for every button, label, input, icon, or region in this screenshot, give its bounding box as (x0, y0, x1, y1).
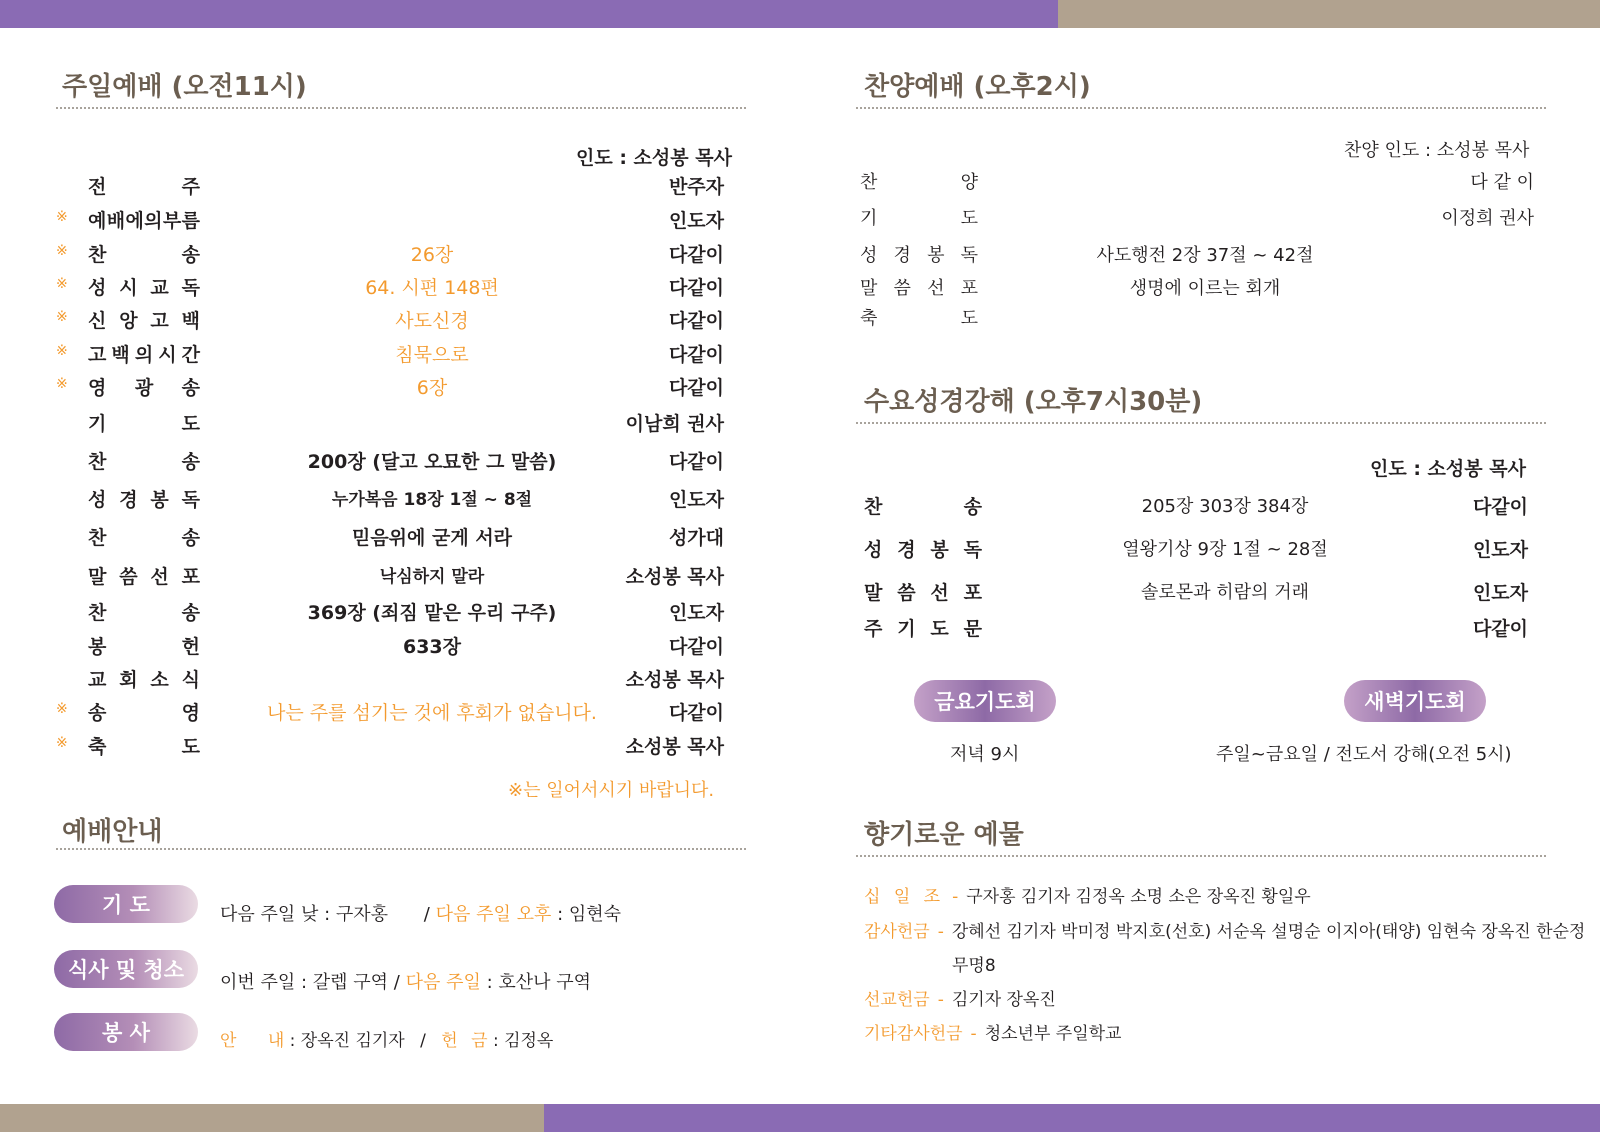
label-char: 도 (960, 308, 978, 329)
meal-badge: 식사 및 청소 (54, 950, 198, 988)
praise-content: 사도행전 2장 37절 ~ 42절 (1096, 245, 1314, 266)
service-sep: / (420, 1031, 426, 1051)
praise-person: 이정희 권사 (1441, 208, 1534, 229)
dawn-prayer-time: 주일~금요일 / 전도서 강해(오전 5시) (1216, 744, 1512, 765)
label-char: 봉 (150, 489, 169, 511)
offering-sep: - (952, 887, 959, 907)
label-char: 찬 (88, 527, 107, 549)
offering-row (952, 951, 996, 976)
order-label (88, 732, 200, 759)
label-char: 송 (181, 602, 200, 624)
dawn-prayer-badge: 새벽기도회 (1344, 680, 1486, 722)
order-label (88, 340, 200, 367)
order-content: 낙심하지 말라 (379, 567, 485, 587)
label-char: 시 (119, 277, 138, 299)
order-label (88, 523, 200, 550)
stand-mark: ※ (56, 343, 68, 359)
order-person: 다같이 (668, 310, 724, 332)
praise-person: 다 같 이 (1470, 172, 1534, 193)
label-char: 광 (134, 377, 154, 399)
top-bar-purple (0, 0, 1058, 28)
bottom-bar-purple (544, 1104, 1600, 1132)
order-content: 침묵으로 (395, 344, 469, 366)
offering-sep: - (937, 922, 944, 942)
label-char: 도 (960, 208, 978, 229)
wednesday-leader: 인도 : 소성봉 목사 (1370, 458, 1526, 480)
label-char: 기 (897, 618, 916, 640)
label-char: 고 (150, 310, 169, 332)
order-label (88, 273, 200, 300)
order-person: 소성봉 목사 (625, 669, 724, 691)
offering-usher-value: : 김정옥 (492, 1031, 554, 1051)
usher-label: 안 내 (220, 1031, 285, 1051)
order-person: 소성봉 목사 (625, 566, 724, 588)
label-char: 찬 (88, 451, 107, 473)
praise-leader: 찬양 인도 : 소성봉 목사 (1344, 140, 1530, 161)
label-char: 선 (930, 582, 949, 604)
label-char: 봉 (88, 636, 107, 658)
offering-row (864, 917, 1585, 942)
order-person: 성가대 (668, 527, 724, 549)
friday-prayer-time: 저녁 9시 (950, 744, 1020, 765)
label-char: 씀 (893, 278, 911, 299)
offering-usher-label: 헌 금 (441, 1031, 488, 1051)
order-content: 633장 (402, 636, 461, 658)
order-content: 나는 주를 섬기는 것에 후회가 없습니다. (267, 702, 597, 724)
label-char: 경 (119, 489, 138, 511)
praise-label (860, 274, 978, 300)
label-char: 성 (860, 245, 878, 266)
stand-mark: ※ (56, 276, 68, 292)
label-char: 포 (963, 582, 982, 604)
stand-mark: ※ (56, 735, 68, 751)
label-char: 송 (963, 496, 982, 518)
meal-info (220, 968, 591, 994)
label-char: 헌 (181, 636, 200, 658)
offering-type: 감사헌금 (864, 922, 930, 942)
label-char: 교 (88, 669, 107, 691)
label-char: 성 (88, 277, 107, 299)
meal-next-label: 다음 주일 (405, 972, 481, 993)
label-char: 송 (181, 451, 200, 473)
order-person: 다같이 (668, 244, 724, 266)
stand-mark: ※ (56, 701, 68, 717)
order-label (88, 240, 200, 267)
order-person: 인도자 (668, 489, 724, 511)
label-char: 봉 (930, 539, 949, 561)
friday-prayer-badge: 금요기도회 (914, 680, 1056, 722)
label-char: 부 (162, 210, 182, 232)
praise-label (860, 168, 978, 194)
order-label (88, 665, 200, 692)
label-char: 백 (111, 344, 130, 366)
praise-label (860, 304, 978, 330)
label-char: 선 (927, 278, 945, 299)
order-content: 사도신경 (395, 310, 469, 332)
wed-label (864, 614, 982, 641)
wed-label (864, 535, 982, 562)
guide-title: 예배안내 (62, 817, 163, 847)
label-char: 찬 (88, 244, 107, 266)
label-char: 주 (864, 618, 883, 640)
sunday-leader: 인도 : 소성봉 목사 (576, 147, 732, 169)
bottom-bar-beige (0, 1104, 544, 1132)
wed-person: 인도자 (1472, 582, 1528, 604)
order-person: 다같이 (668, 451, 724, 473)
order-content: 누가복음 18장 1절 ~ 8절 (331, 490, 533, 510)
label-char: 말 (860, 278, 878, 299)
label-char: 경 (893, 245, 911, 266)
label-char: 영 (88, 377, 107, 399)
label-char: 찬 (864, 496, 883, 518)
prayer-sep: / (423, 904, 430, 925)
meal-next-value: : 호산나 구역 (486, 972, 592, 993)
label-char: 송 (181, 527, 200, 549)
stand-note: ※는 일어서시기 바랍니다. (508, 780, 715, 801)
praise-title-rule (856, 107, 1546, 109)
offering-names: 청소년부 주일학교 (984, 1024, 1122, 1044)
top-bar-beige (1058, 0, 1600, 28)
wed-label (864, 492, 982, 519)
wed-label (864, 578, 982, 605)
label-char: 송 (181, 244, 200, 266)
prayer-afternoon-value: : 임현숙 (557, 904, 622, 925)
offering-type: 선교헌금 (864, 990, 930, 1010)
offering-names: 김기자 장옥진 (951, 990, 1056, 1010)
order-label (88, 632, 200, 659)
label-char: 주 (181, 176, 200, 198)
label-char: 에 (125, 210, 144, 232)
label-char: 포 (960, 278, 978, 299)
order-label (88, 306, 200, 333)
label-char: 송 (88, 702, 107, 724)
order-label (88, 172, 200, 199)
label-char: 배 (106, 210, 126, 232)
order-person: 다같이 (668, 344, 724, 366)
label-char: 소 (150, 669, 169, 691)
sunday-title: 주일예배 (오전11시) (62, 72, 307, 102)
offering-title-rule (856, 855, 1546, 857)
order-label (88, 485, 200, 512)
label-char: 예 (88, 210, 107, 232)
label-char: 도 (181, 413, 200, 435)
label-char: 성 (864, 539, 883, 561)
label-char: 봉 (927, 245, 945, 266)
wed-person: 다같이 (1472, 618, 1528, 640)
label-char: 씀 (897, 582, 916, 604)
offering-type: 십 일 조 (864, 887, 945, 907)
label-char: 축 (88, 736, 107, 758)
order-label (88, 447, 200, 474)
order-label (88, 409, 200, 436)
label-char: 신 (88, 310, 107, 332)
meal-this-week: 이번 주일 : 갈렙 구역 (220, 972, 389, 993)
order-person: 소성봉 목사 (625, 736, 724, 758)
offering-row (864, 882, 1311, 907)
label-char: 찬 (860, 172, 878, 193)
order-content: 369장 (죄짐 맡은 우리 구주) (307, 602, 557, 624)
order-label (88, 562, 200, 589)
offering-row (864, 985, 1056, 1010)
stand-mark: ※ (56, 376, 68, 392)
stand-mark: ※ (56, 243, 68, 259)
offering-title: 향기로운 예물 (864, 820, 1024, 850)
label-char: 찬 (88, 602, 107, 624)
stand-mark: ※ (56, 209, 68, 225)
prayer-info (220, 900, 621, 926)
label-char: 독 (181, 489, 200, 511)
sunday-title-rule (56, 107, 746, 109)
wednesday-title-rule (856, 422, 1546, 424)
praise-content: 생명에 이르는 회개 (1129, 278, 1281, 299)
order-person: 인도자 (668, 602, 724, 624)
label-char: 의 (134, 344, 154, 366)
service-badge: 봉 사 (54, 1013, 198, 1051)
prayer-afternoon-label: 다음 주일 오후 (435, 904, 552, 925)
label-char: 앙 (119, 310, 138, 332)
praise-label (860, 241, 978, 267)
label-char: 도 (181, 736, 200, 758)
label-char: 간 (181, 344, 200, 366)
offering-type: 기타감사헌금 (864, 1024, 963, 1044)
order-person: 다같이 (668, 702, 724, 724)
label-char: 도 (930, 618, 949, 640)
label-char: 성 (88, 489, 107, 511)
label-char: 영 (181, 702, 200, 724)
label-char: 름 (181, 210, 200, 232)
order-label (88, 206, 200, 233)
order-person: 다같이 (668, 277, 724, 299)
label-char: 시 (158, 344, 177, 366)
stand-mark: ※ (56, 309, 68, 325)
label-char: 의 (144, 210, 163, 232)
wed-content: 205장 303장 384장 (1141, 496, 1309, 517)
order-label (88, 373, 200, 400)
order-person: 인도자 (668, 210, 724, 232)
label-char: 독 (181, 277, 200, 299)
label-char: 교 (150, 277, 169, 299)
order-content: 200장 (달고 오묘한 그 말씀) (307, 451, 557, 473)
label-char: 씀 (119, 566, 138, 588)
offering-sep: - (970, 1024, 977, 1044)
label-char: 선 (150, 566, 169, 588)
offering-sep: - (937, 990, 944, 1010)
label-char: 전 (88, 176, 107, 198)
label-char: 경 (897, 539, 916, 561)
label-char: 양 (960, 172, 978, 193)
label-char: 기 (88, 413, 107, 435)
label-char: 말 (88, 566, 107, 588)
label-char: 축 (860, 308, 878, 329)
order-label (88, 698, 200, 725)
label-char: 말 (864, 582, 883, 604)
label-char: 기 (860, 208, 878, 229)
order-person: 다같이 (668, 377, 724, 399)
service-info (220, 1026, 553, 1051)
order-content: 64. 시편 148편 (365, 277, 499, 299)
wed-content: 솔로몬과 히람의 거래 (1141, 582, 1309, 603)
label-char: 회 (119, 669, 138, 691)
praise-label (860, 204, 978, 230)
label-char: 문 (963, 618, 982, 640)
wed-person: 인도자 (1472, 539, 1528, 561)
order-content: 6장 (416, 377, 448, 399)
order-person: 반주자 (668, 176, 724, 198)
label-char: 독 (960, 245, 978, 266)
order-content: 믿음위에 굳게 서라 (351, 527, 513, 549)
prayer-badge: 기 도 (54, 885, 198, 923)
label-char: 송 (181, 377, 200, 399)
guide-title-rule (56, 848, 746, 850)
label-char: 포 (181, 566, 200, 588)
offering-names: 무명8 (952, 956, 996, 976)
order-label (88, 598, 200, 625)
order-person: 이남희 권사 (625, 413, 724, 435)
label-char: 독 (963, 539, 982, 561)
order-content: 26장 (410, 244, 454, 266)
meal-sep: / (393, 972, 400, 993)
wed-person: 다같이 (1472, 496, 1528, 518)
offering-names: 강혜선 김기자 박미정 박지호(선호) 서순옥 설명순 이지아(태양) 임현숙 장옥진 한순정 (951, 922, 1586, 942)
prayer-noon: 다음 주일 낮 : 구자홍 (220, 904, 389, 925)
wed-content: 열왕기상 9장 1절 ~ 28절 (1122, 539, 1328, 560)
offering-names: 구자홍 김기자 김정옥 소명 소은 장옥진 황일우 (966, 887, 1311, 907)
wednesday-title: 수요성경강해 (오후7시30분) (864, 387, 1203, 417)
label-char: 식 (181, 669, 200, 691)
offering-row (864, 1019, 1121, 1044)
label-char: 고 (88, 344, 107, 366)
praise-title: 찬양예배 (오후2시) (864, 72, 1091, 102)
usher-value: : 장옥진 김기자 (289, 1031, 405, 1051)
label-char: 백 (181, 310, 200, 332)
order-person: 다같이 (668, 636, 724, 658)
